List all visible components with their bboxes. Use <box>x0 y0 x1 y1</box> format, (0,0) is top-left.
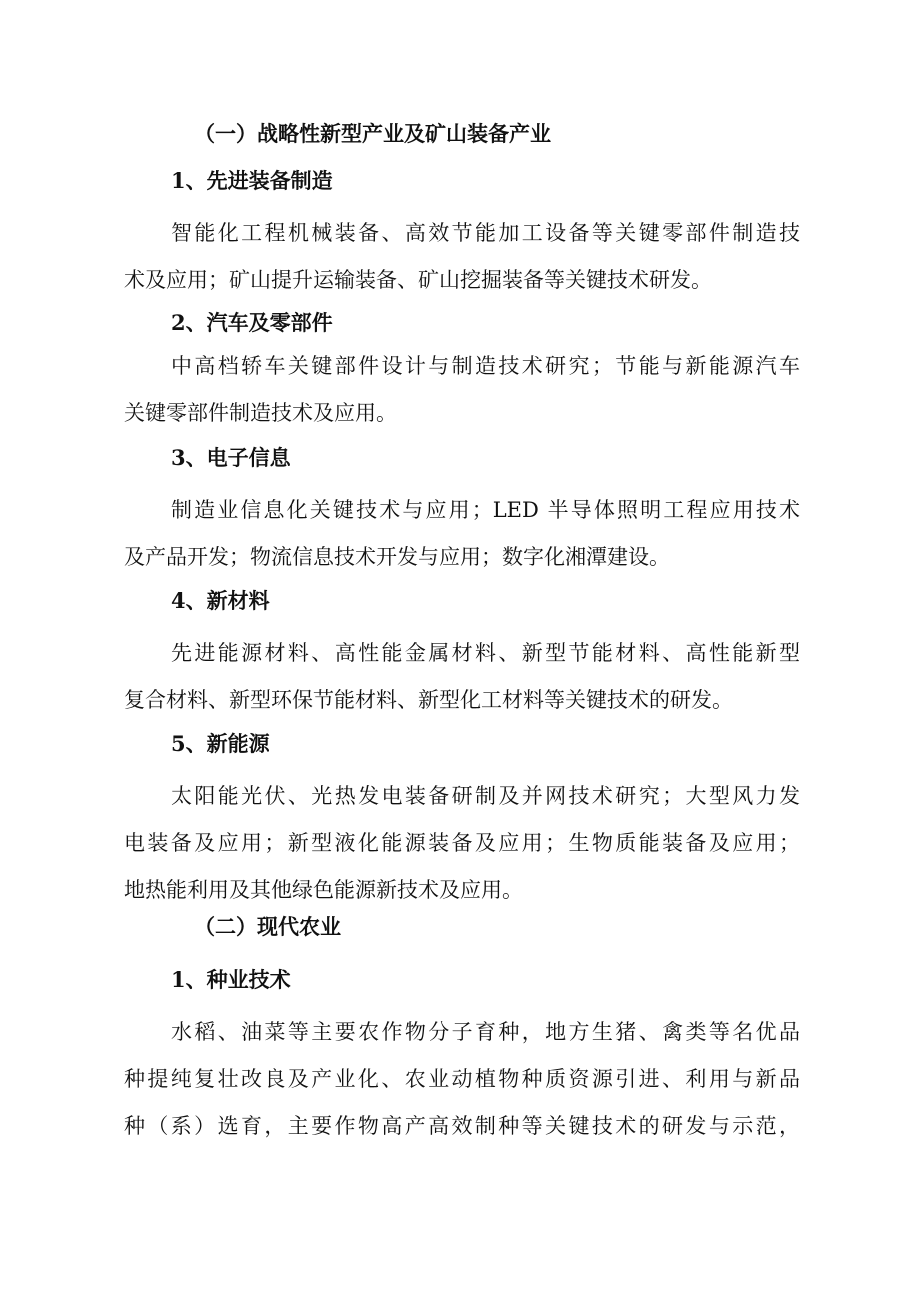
subheading-electronic-info <box>124 434 847 481</box>
paragraph-line: 术及应用；矿山提升运输装备、矿山挖掘装备等关键技术研发。 <box>124 268 712 292</box>
paragraph-line: 智能化工程机械装备、高效节能加工设备等关键零部件制造技 <box>171 221 800 245</box>
heading-text: 1、种业技术 <box>171 967 291 992</box>
paragraph-line: 种（系）选育，主要作物高产高效制种等关键技术的研发与示范， <box>124 1114 800 1138</box>
paragraph-new-energy <box>124 773 800 914</box>
paragraph-line: 及产品开发；物流信息技术开发与应用；数字化湘潭建设。 <box>124 545 670 569</box>
paragraph-auto-parts <box>124 343 800 437</box>
paragraph-line: 先进能源材料、高性能金属材料、新型节能材料、高性能新型 <box>171 641 800 665</box>
subheading-new-energy <box>124 720 847 767</box>
section-heading-strategic-industry <box>124 110 870 157</box>
paragraph-line: 太阳能光伏、光热发电装备研制及并网技术研究；大型风力发 <box>171 784 800 808</box>
heading-text: 3、电子信息 <box>171 445 291 470</box>
heading-text: 2、汽车及零部件 <box>171 310 333 335</box>
section-heading-modern-agriculture <box>124 903 870 950</box>
heading-text: （一）战略性新型产业及矿山装备产业 <box>194 121 551 146</box>
heading-text: （二）现代农业 <box>194 914 341 939</box>
paragraph-electronic-info <box>124 487 800 581</box>
heading-text: 1、先进装备制造 <box>171 168 333 193</box>
subheading-advanced-equipment <box>124 157 847 204</box>
paragraph-line: 地热能利用及其他绿色能源新技术及应用。 <box>124 878 523 902</box>
subheading-seed-industry <box>124 956 847 1003</box>
heading-text: 4、新材料 <box>171 588 270 613</box>
paragraph-line: 关键零部件制造技术及应用。 <box>124 401 397 425</box>
heading-text: 5、新能源 <box>171 731 270 756</box>
paragraph-seed-industry <box>124 1009 800 1150</box>
paragraph-line: 制造业信息化关键技术与应用；LED 半导体照明工程应用技术 <box>171 498 800 522</box>
subheading-auto-parts <box>124 299 847 346</box>
paragraph-line: 水稻、油菜等主要农作物分子育种，地方生猪、禽类等名优品 <box>171 1020 800 1044</box>
paragraph-advanced-equipment <box>124 210 800 304</box>
paragraph-line: 中高档轿车关键部件设计与制造技术研究；节能与新能源汽车 <box>171 354 800 378</box>
paragraph-line: 种提纯复壮改良及产业化、农业动植物种质资源引进、利用与新品 <box>124 1067 800 1091</box>
paragraph-line: 电装备及应用；新型液化能源装备及应用；生物质能装备及应用； <box>124 831 800 855</box>
paragraph-line: 复合材料、新型环保节能材料、新型化工材料等关键技术的研发。 <box>124 688 733 712</box>
subheading-new-materials <box>124 577 847 624</box>
paragraph-new-materials <box>124 630 800 724</box>
